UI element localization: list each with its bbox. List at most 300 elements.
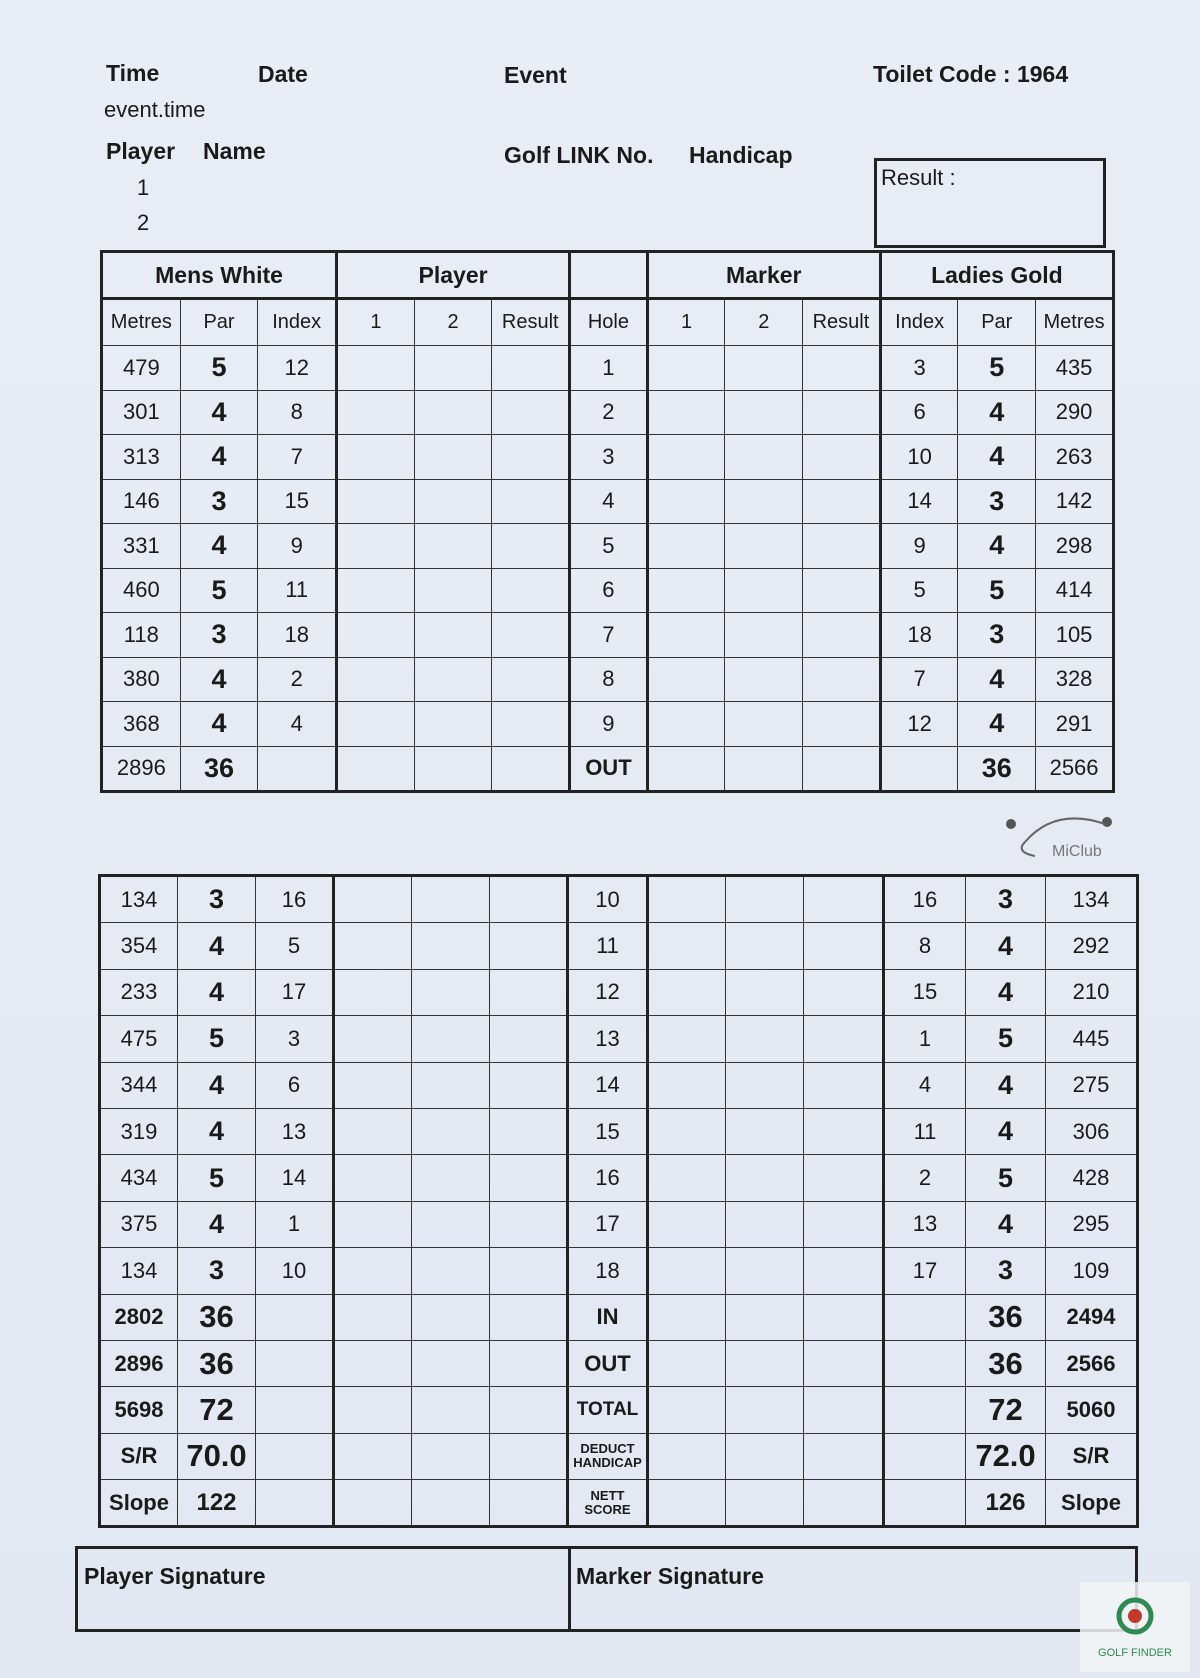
mens-metres: 146: [102, 479, 181, 524]
out2-mens-par: 36: [178, 1340, 256, 1386]
marker-result[interactable]: [803, 346, 881, 391]
ladies-index: 8: [884, 923, 966, 969]
player-2-score[interactable]: [414, 524, 492, 569]
slope-ladies-value: 126: [966, 1480, 1046, 1527]
marker-1-score[interactable]: [647, 346, 725, 391]
player-2-score[interactable]: [412, 876, 490, 923]
marker-result[interactable]: [804, 923, 884, 969]
marker-result[interactable]: [804, 1155, 884, 1201]
marker-result[interactable]: [803, 390, 881, 435]
player-1-score[interactable]: [334, 1016, 412, 1062]
marker-1-score[interactable]: [648, 1108, 726, 1154]
deduct-label-2: HANDICAP: [573, 1455, 642, 1471]
player-2-score[interactable]: [414, 346, 492, 391]
marker-1-score[interactable]: [647, 568, 725, 613]
ladies-metres: 134: [1046, 876, 1138, 923]
total-hole-label: TOTAL: [568, 1387, 648, 1433]
ladies-par: 4: [966, 969, 1046, 1015]
ladies-index: 11: [884, 1108, 966, 1154]
player-result[interactable]: [492, 568, 570, 613]
out-player-1[interactable]: [337, 746, 415, 792]
marker-1-score[interactable]: [648, 1201, 726, 1247]
mens-par: 5: [178, 1016, 256, 1062]
player-2-score[interactable]: [414, 479, 492, 524]
marker-result[interactable]: [803, 613, 881, 658]
ladies-par: 4: [966, 923, 1046, 969]
mens-par: 4: [180, 702, 258, 747]
out2-player-2[interactable]: [412, 1340, 490, 1386]
ladies-par: 4: [958, 435, 1036, 480]
out-marker-2[interactable]: [725, 746, 803, 792]
out2-marker-2[interactable]: [726, 1340, 804, 1386]
mens-index: 12: [258, 346, 337, 391]
deduct-marker-result[interactable]: [804, 1433, 884, 1479]
player-result[interactable]: [492, 435, 570, 480]
mens-index: 7: [258, 435, 337, 480]
mens-index: 8: [258, 390, 337, 435]
ladies-metres: 291: [1036, 702, 1114, 747]
ladies-metres: 428: [1046, 1155, 1138, 1201]
total-marker-result[interactable]: [804, 1387, 884, 1433]
slope-ladies-blank: [884, 1480, 966, 1527]
marker-2-score[interactable]: [726, 923, 804, 969]
hole-row: [100, 1201, 1138, 1247]
hole-number: 1: [570, 346, 648, 391]
hole-row: [102, 346, 1114, 391]
hole-number: 6: [570, 568, 648, 613]
hole-row: [100, 876, 1138, 923]
player-1-score[interactable]: [337, 568, 415, 613]
ladies-metres: 109: [1046, 1248, 1138, 1294]
ladies-par: 4: [958, 657, 1036, 702]
col-marker-1: 1: [647, 299, 725, 346]
sr-mens-value: 70.0: [178, 1433, 256, 1479]
ladies-metres: 275: [1046, 1062, 1138, 1108]
player-result[interactable]: [492, 613, 570, 658]
marker-2-score[interactable]: [725, 479, 803, 524]
ladies-par: 5: [958, 346, 1036, 391]
out2-ladies-par: 36: [966, 1340, 1046, 1386]
col-par: Par: [180, 299, 258, 346]
mens-par: 4: [180, 657, 258, 702]
hole-row: [100, 1016, 1138, 1062]
marker-1-score[interactable]: [648, 1016, 726, 1062]
total-ladies-metres: 5060: [1046, 1387, 1138, 1433]
marker-2-score[interactable]: [726, 1062, 804, 1108]
hole-row: [102, 479, 1114, 524]
ladies-par: 3: [966, 1248, 1046, 1294]
total-player-result[interactable]: [490, 1387, 568, 1433]
mens-par: 4: [178, 1201, 256, 1247]
mens-metres: 301: [102, 390, 181, 435]
mens-index: 10: [256, 1248, 334, 1294]
ladies-metres: 290: [1036, 390, 1114, 435]
slope-mens-value: 122: [178, 1480, 256, 1527]
event-time-value: event.time: [104, 97, 206, 122]
marker-result[interactable]: [804, 1248, 884, 1294]
col-ladies-index: Index: [880, 299, 958, 346]
mens-white-header: Mens White: [102, 252, 337, 299]
hole-number: 7: [570, 613, 648, 658]
player-1-score[interactable]: [334, 1108, 412, 1154]
player-result[interactable]: [492, 702, 570, 747]
nett-player-2[interactable]: [412, 1480, 490, 1527]
player-2-score[interactable]: [414, 702, 492, 747]
marker-1-score[interactable]: [647, 702, 725, 747]
marker-2-score[interactable]: [726, 1155, 804, 1201]
front-nine-table: [100, 250, 1115, 793]
col-index: Index: [258, 299, 337, 346]
date-label: Date: [258, 61, 308, 87]
player-1-score[interactable]: [337, 524, 415, 569]
miclub-logo-icon: [1005, 812, 1115, 862]
hole-number: 14: [568, 1062, 648, 1108]
out-mens-metres: 2896: [102, 746, 181, 792]
golf-finder-text: GOLF FINDER: [1098, 1647, 1172, 1659]
player-1-score[interactable]: [334, 923, 412, 969]
hole-number: 2: [570, 390, 648, 435]
mens-metres: 344: [100, 1062, 178, 1108]
mens-par: 5: [178, 1155, 256, 1201]
deduct-player-2[interactable]: [412, 1433, 490, 1479]
ladies-metres: 414: [1036, 568, 1114, 613]
mens-index: 1: [256, 1201, 334, 1247]
mens-par: 4: [178, 969, 256, 1015]
marker-result[interactable]: [804, 969, 884, 1015]
ladies-index: 15: [884, 969, 966, 1015]
player-result[interactable]: [490, 1016, 568, 1062]
marker-2-score[interactable]: [725, 524, 803, 569]
in-marker-result[interactable]: [804, 1294, 884, 1340]
marker-1-score[interactable]: [647, 390, 725, 435]
ladies-index: 10: [880, 435, 958, 480]
player-2-score[interactable]: [412, 1248, 490, 1294]
out2-player-1[interactable]: [334, 1340, 412, 1386]
marker-1-score[interactable]: [648, 876, 726, 923]
marker-result[interactable]: [804, 876, 884, 923]
marker-result[interactable]: [803, 568, 881, 613]
ladies-par: 3: [958, 479, 1036, 524]
player-result[interactable]: [492, 390, 570, 435]
out-ladies-metres: 2566: [1036, 746, 1114, 792]
ladies-metres: 295: [1046, 1201, 1138, 1247]
out2-hole-label: OUT: [568, 1340, 648, 1386]
nett-score-label: [568, 1480, 648, 1527]
mens-metres: 380: [102, 657, 181, 702]
player-2-score[interactable]: [414, 613, 492, 658]
deduct-marker-2[interactable]: [726, 1433, 804, 1479]
player-2-score[interactable]: [412, 1062, 490, 1108]
marker-2-score[interactable]: [725, 702, 803, 747]
hole-row: [100, 923, 1138, 969]
total-marker-1[interactable]: [648, 1387, 726, 1433]
ladies-index: 3: [880, 346, 958, 391]
player-2-score[interactable]: [412, 969, 490, 1015]
mens-index: 16: [256, 876, 334, 923]
nett-label-2: SCORE: [584, 1501, 631, 1517]
in-player-2[interactable]: [412, 1294, 490, 1340]
out2-ladies-metres: 2566: [1046, 1340, 1138, 1386]
player-2-score[interactable]: [412, 1155, 490, 1201]
result-label: Result :: [881, 165, 956, 190]
player-1-score[interactable]: [334, 1201, 412, 1247]
player-label: Player: [106, 138, 176, 164]
out-marker-1[interactable]: [647, 746, 725, 792]
in-marker-1[interactable]: [648, 1294, 726, 1340]
out-marker-result[interactable]: [803, 746, 881, 792]
mens-index: 17: [256, 969, 334, 1015]
hole-number: 17: [568, 1201, 648, 1247]
mens-metres: 313: [102, 435, 181, 480]
hole-row: [100, 969, 1138, 1015]
in-mens-index: [256, 1294, 334, 1340]
player-result[interactable]: [492, 479, 570, 524]
player-2-score[interactable]: [412, 1201, 490, 1247]
player-result[interactable]: [490, 1248, 568, 1294]
player-result[interactable]: [490, 1062, 568, 1108]
marker-result[interactable]: [803, 479, 881, 524]
ladies-metres: 328: [1036, 657, 1114, 702]
golf-finder-logo-icon: [1080, 1582, 1190, 1672]
mens-index: 14: [256, 1155, 334, 1201]
handicap-label: Handicap: [689, 142, 793, 168]
player-1-score[interactable]: [337, 390, 415, 435]
hole-number: 5: [570, 524, 648, 569]
mens-metres: 368: [102, 702, 181, 747]
marker-result[interactable]: [803, 435, 881, 480]
signature-divider: [568, 1549, 571, 1629]
mens-par: 4: [178, 923, 256, 969]
player-2-score[interactable]: [414, 390, 492, 435]
marker-1-score[interactable]: [648, 1248, 726, 1294]
player-2-score[interactable]: [412, 1016, 490, 1062]
hole-row: [102, 613, 1114, 658]
nett-player-1[interactable]: [334, 1480, 412, 1527]
hole-number: 9: [570, 702, 648, 747]
time-label: Time: [106, 60, 160, 86]
marker-1-score[interactable]: [647, 524, 725, 569]
hole-row: [102, 524, 1114, 569]
ladies-par: 4: [966, 1062, 1046, 1108]
nett-marker-2[interactable]: [726, 1480, 804, 1527]
marker-1-score[interactable]: [647, 613, 725, 658]
player-result[interactable]: [492, 346, 570, 391]
marker-1-score[interactable]: [648, 1155, 726, 1201]
marker-1-score[interactable]: [647, 479, 725, 524]
ladies-metres: 263: [1036, 435, 1114, 480]
marker-result[interactable]: [804, 1016, 884, 1062]
mens-par: 4: [178, 1108, 256, 1154]
nett-marker-result[interactable]: [804, 1480, 884, 1527]
hole-number: 8: [570, 657, 648, 702]
player-2-score[interactable]: [412, 1108, 490, 1154]
ladies-index: 4: [884, 1062, 966, 1108]
in-mens-par: 36: [178, 1294, 256, 1340]
player-1-score[interactable]: [337, 346, 415, 391]
player-2-score[interactable]: [412, 923, 490, 969]
marker-signature-label[interactable]: Marker Signature: [576, 1563, 764, 1589]
player-1-score[interactable]: [337, 479, 415, 524]
mens-metres: 375: [100, 1201, 178, 1247]
player-result[interactable]: [490, 969, 568, 1015]
toilet-code: Toilet Code : 1964: [873, 61, 1069, 87]
out-player-2[interactable]: [414, 746, 492, 792]
player-1-score[interactable]: [334, 1062, 412, 1108]
ladies-index: 16: [884, 876, 966, 923]
hole-number: 18: [568, 1248, 648, 1294]
deduct-label-1: DEDUCT: [580, 1441, 635, 1457]
ladies-index: 9: [880, 524, 958, 569]
marker-1-score[interactable]: [648, 1062, 726, 1108]
out2-marker-1[interactable]: [648, 1340, 726, 1386]
marker-1-score[interactable]: [647, 435, 725, 480]
col-ladies-par: Par: [958, 299, 1036, 346]
ladies-index: 7: [880, 657, 958, 702]
slope-mens-blank: [256, 1480, 334, 1527]
deduct-player-1[interactable]: [334, 1433, 412, 1479]
ladies-index: 1: [884, 1016, 966, 1062]
out2-marker-result[interactable]: [804, 1340, 884, 1386]
player-signature-label[interactable]: Player Signature: [84, 1563, 266, 1589]
player-1-score[interactable]: [337, 702, 415, 747]
marker-result[interactable]: [804, 1108, 884, 1154]
mens-metres: 434: [100, 1155, 178, 1201]
in-ladies-par: 36: [966, 1294, 1046, 1340]
marker-2-score[interactable]: [725, 435, 803, 480]
sr-mens-label: S/R: [100, 1433, 178, 1479]
golf-link-label: Golf LINK No.: [504, 142, 654, 168]
player-2-score[interactable]: [414, 435, 492, 480]
hole-number: 10: [568, 876, 648, 923]
player-1-score[interactable]: [337, 613, 415, 658]
marker-2-score[interactable]: [725, 613, 803, 658]
sr-mens-blank: [256, 1433, 334, 1479]
total-ladies-index: [884, 1387, 966, 1433]
player-2-score[interactable]: [414, 568, 492, 613]
mens-par: 3: [180, 613, 258, 658]
hole-number: 12: [568, 969, 648, 1015]
player-result[interactable]: [490, 876, 568, 923]
out-hole-label: OUT: [570, 746, 648, 792]
hole-row: [100, 1248, 1138, 1294]
player-result[interactable]: [490, 1108, 568, 1154]
marker-1-score[interactable]: [647, 657, 725, 702]
marker-2-score[interactable]: [726, 1201, 804, 1247]
total-player-1[interactable]: [334, 1387, 412, 1433]
marker-2-score[interactable]: [725, 390, 803, 435]
nett-marker-1[interactable]: [648, 1480, 726, 1527]
marker-result[interactable]: [804, 1062, 884, 1108]
mens-metres: 134: [100, 1248, 178, 1294]
player-1-score[interactable]: [334, 969, 412, 1015]
mens-index: 5: [256, 923, 334, 969]
mens-par: 4: [178, 1062, 256, 1108]
player-result[interactable]: [490, 923, 568, 969]
hole-number: 3: [570, 435, 648, 480]
marker-2-score[interactable]: [725, 657, 803, 702]
out-mens-index: [258, 746, 337, 792]
marker-result[interactable]: [803, 524, 881, 569]
total-ladies-par: 72: [966, 1387, 1046, 1433]
mens-par: 4: [180, 435, 258, 480]
col-hole: Hole: [570, 299, 648, 346]
ladies-par: 5: [966, 1155, 1046, 1201]
player-result[interactable]: [492, 657, 570, 702]
marker-2-score[interactable]: [726, 1016, 804, 1062]
mens-metres: 460: [102, 568, 181, 613]
ladies-par: 4: [958, 702, 1036, 747]
col-player-2: 2: [414, 299, 492, 346]
marker-2-score[interactable]: [726, 876, 804, 923]
out2-player-result[interactable]: [490, 1340, 568, 1386]
marker-2-score[interactable]: [726, 969, 804, 1015]
in-hole-label: IN: [568, 1294, 648, 1340]
deduct-player-result[interactable]: [490, 1433, 568, 1479]
player-1-score[interactable]: [337, 435, 415, 480]
ladies-metres: 292: [1046, 923, 1138, 969]
in-marker-2[interactable]: [726, 1294, 804, 1340]
col-metres: Metres: [102, 299, 181, 346]
marker-2-score[interactable]: [725, 346, 803, 391]
player-result[interactable]: [490, 1155, 568, 1201]
marker-2-score[interactable]: [726, 1108, 804, 1154]
marker-1-score[interactable]: [648, 969, 726, 1015]
hole-header-blank: [570, 252, 648, 299]
ladies-par: 3: [958, 613, 1036, 658]
marker-2-score[interactable]: [726, 1248, 804, 1294]
player-result[interactable]: [490, 1201, 568, 1247]
mens-index: 11: [258, 568, 337, 613]
in-player-1[interactable]: [334, 1294, 412, 1340]
ladies-par: 4: [966, 1108, 1046, 1154]
player-1-score[interactable]: [334, 1248, 412, 1294]
marker-result[interactable]: [803, 702, 881, 747]
marker-2-score[interactable]: [725, 568, 803, 613]
player-result[interactable]: [492, 524, 570, 569]
total-marker-2[interactable]: [726, 1387, 804, 1433]
out2-mens-index: [256, 1340, 334, 1386]
player-1-score[interactable]: [334, 1155, 412, 1201]
marker-result[interactable]: [803, 657, 881, 702]
result-box[interactable]: [874, 158, 1106, 248]
mens-index: 2: [258, 657, 337, 702]
ladies-index: 6: [880, 390, 958, 435]
ladies-par: 3: [966, 876, 1046, 923]
player-1-score[interactable]: [337, 657, 415, 702]
deduct-marker-1[interactable]: [648, 1433, 726, 1479]
mens-metres: 134: [100, 876, 178, 923]
nett-player-result[interactable]: [490, 1480, 568, 1527]
mens-par: 3: [178, 1248, 256, 1294]
marker-1-score[interactable]: [648, 923, 726, 969]
hole-row: [102, 702, 1114, 747]
player-2-score[interactable]: [414, 657, 492, 702]
ladies-metres: 435: [1036, 346, 1114, 391]
out-player-result[interactable]: [492, 746, 570, 792]
ladies-index: 18: [880, 613, 958, 658]
player-1-score[interactable]: [334, 876, 412, 923]
mens-index: 13: [256, 1108, 334, 1154]
total-player-2[interactable]: [412, 1387, 490, 1433]
in-player-result[interactable]: [490, 1294, 568, 1340]
event-label: Event: [504, 62, 567, 88]
total-mens-index: [256, 1387, 334, 1433]
mens-index: 18: [258, 613, 337, 658]
ladies-par: 5: [966, 1016, 1046, 1062]
name-label: Name: [203, 138, 266, 164]
marker-result[interactable]: [804, 1201, 884, 1247]
ladies-metres: 298: [1036, 524, 1114, 569]
